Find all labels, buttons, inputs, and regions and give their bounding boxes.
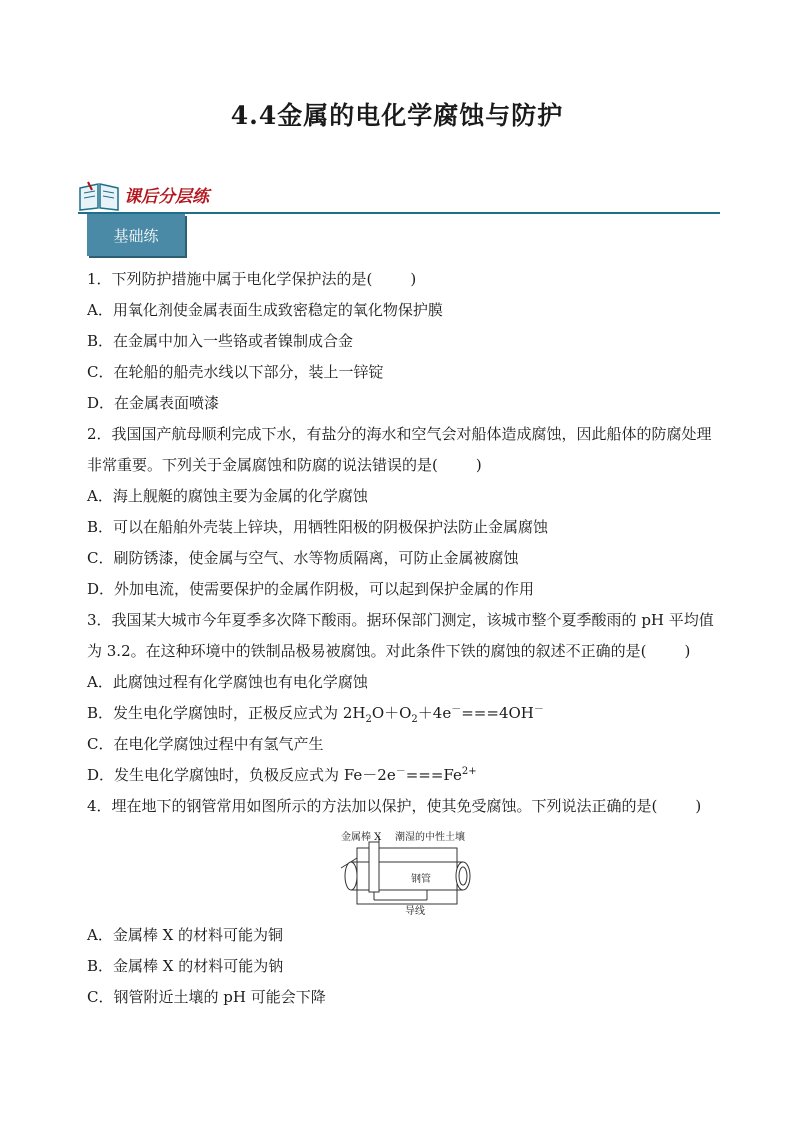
question-4-option-c: C．钢管附近土壤的 pH 可能会下降	[87, 988, 326, 1006]
figure-label-rod: 金属棒 X	[341, 832, 382, 843]
figure-label-soil: 潮湿的中性土壤	[395, 832, 465, 843]
question-4-option-b: B．金属棒 X 的材料可能为钠	[87, 957, 284, 975]
figure-label-pipe: 钢管	[411, 874, 431, 885]
question-2-option-b: B．可以在船舶外壳装上锌块，用牺牲阳极的阴极保护法防止金属腐蚀	[87, 518, 549, 536]
question-1-option-b: B．在金属中加入一些铬或者镍制成合金	[87, 332, 354, 350]
question-1-option-d: D．在金属表面喷漆	[87, 394, 220, 412]
question-1-option-c: C．在轮船的船壳水线以下部分，装上一锌锭	[87, 363, 384, 381]
question-2-option-c: C．刷防锈漆，使金属与空气、水等物质隔离，可防止金属被腐蚀	[87, 549, 519, 567]
question-3-option-b: B．发生电化学腐蚀时，正极反应式为 $2H_2O+O_2+4e^-===4OH^-$	[87, 704, 544, 725]
question-1-option-a: A．用氧化剂使金属表面生成致密稳定的氧化物保护膜	[87, 301, 443, 319]
question-3-option-d: D．发生电化学腐蚀时，负极反应式为 $Fe-2e^-===Fe^{2+}$	[87, 766, 477, 784]
section-label: 课后分层练	[124, 187, 209, 207]
pipe-protection-figure	[87, 828, 725, 916]
page-title: 4.4金属的电化学腐蚀与防护	[230, 101, 564, 130]
section-header	[78, 178, 720, 214]
question-3-option-c: C．在电化学腐蚀过程中有氢气产生	[87, 735, 324, 753]
question-2-option-a: A．海上舰艇的腐蚀主要为金属的化学腐蚀	[87, 487, 368, 505]
question-2-option-d: D．外加电流，使需要保护的金属作阴极，可以起到保护金属的作用	[87, 580, 535, 598]
question-list	[87, 264, 723, 1013]
question-4-option-a: A．金属棒 X 的材料可能为铜	[87, 926, 284, 944]
figure-label-wire: 导线	[405, 906, 425, 917]
question-1-stem: 1．下列防护措施中属于电化学保护法的是( )	[87, 270, 417, 288]
question-3-stem: 3．我国某大城市今年夏季多次降下酸雨。据环保部门测定，该城市整个夏季酸雨的 pH 平均值为 3.2。在这种环境中的铁制品极易被腐蚀。对此条件下铁的腐蚀的叙述不正确的是( )	[87, 611, 714, 660]
question-2-stem: 2．我国国产航母顺利完成下水，有盐分的海水和空气会对船体造成腐蚀，因此船体的防腐处理非常重要。下列关于金属腐蚀和防腐的说法错误的是( )	[87, 425, 712, 474]
question-4-stem: 4．埋在地下的钢管常用如图所示的方法加以保护，使其免受腐蚀。下列说法正确的是( )	[87, 797, 702, 815]
book-icon	[78, 180, 120, 212]
question-3-option-a: A．此腐蚀过程有化学腐蚀也有电化学腐蚀	[87, 673, 368, 691]
tab-basic-practice: 基础练	[87, 214, 185, 256]
